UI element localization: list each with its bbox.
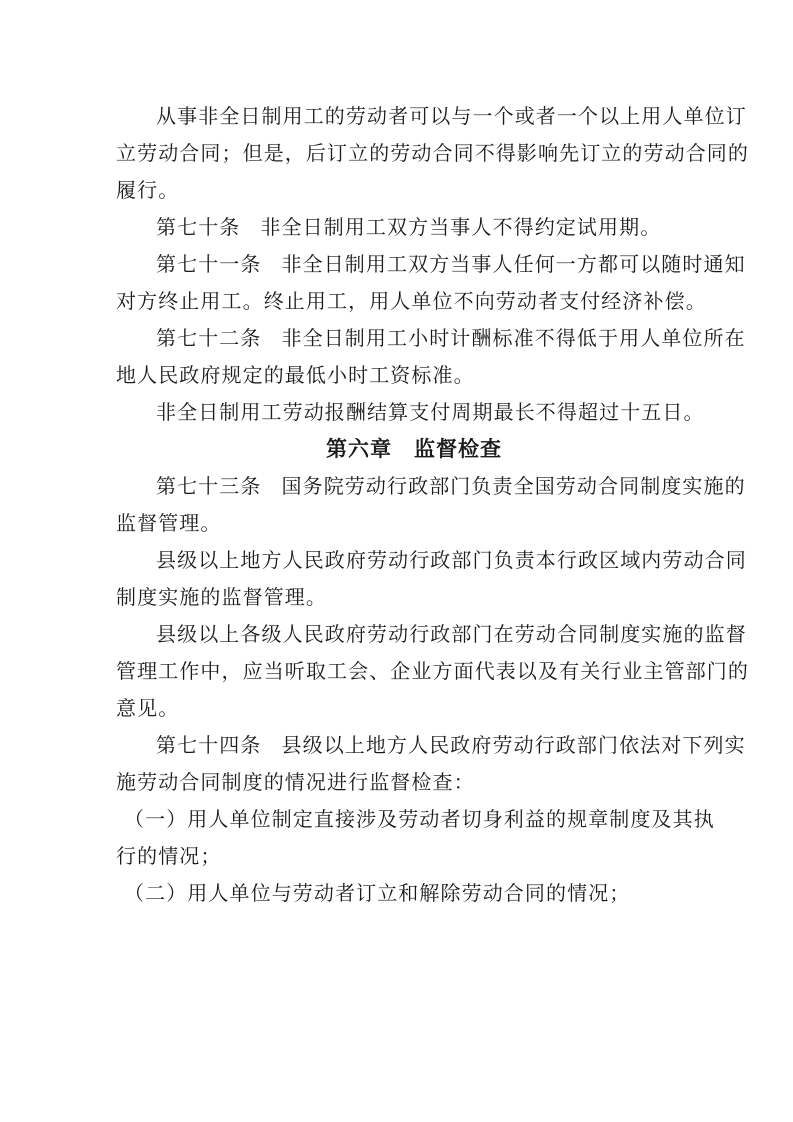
chapter-heading: 第六章 监督检查 [326,437,502,461]
article-text: 县级以上地方人民政府劳动行政部门依法对下列实 [281,733,746,757]
document-body [116,98,749,912]
article-number: 第七十二条 [156,326,262,350]
text-line: 地人民政府规定的最低小时工资标准。 [116,363,475,387]
article-72 [116,320,746,394]
text-line: 县级以上地方人民政府劳动行政部门负责本行政区域内劳动合同 [156,548,747,572]
text-line [116,727,746,764]
text-line: 制度实施的监督管理。 [116,585,327,609]
article-number: 第七十四条 [156,733,262,757]
article-number: 第七十三条 [156,474,262,498]
article-number: 第七十一条 [156,252,262,276]
text-line: 监督管理。 [116,511,222,535]
article-73 [116,468,746,542]
text-line: （一）用人单位制定直接涉及劳动者切身利益的规章制度及其执 [124,807,715,831]
paragraph-payment-cycle [116,394,712,431]
text-line [116,246,746,283]
article-number: 第七十条 [156,215,241,239]
article-text: 非全日制用工双方当事人任何一方都可以随时通知 [281,252,746,276]
text-line: 县级以上各级人民政府劳动行政部门在劳动合同制度实施的监督 [156,622,747,646]
text-line: 对方终止用工。终止用工，用人单位不向劳动者支付经济补偿。 [116,289,707,313]
paragraph-part-time-multiple-employers [116,98,749,209]
text-line: 非全日制用工劳动报酬结算支付周期最长不得超过十五日。 [156,400,705,424]
text-line [116,468,746,505]
list-item-1 [116,801,715,875]
text-line [116,209,712,246]
text-line: 履行。 [116,178,180,202]
article-70 [116,209,712,246]
text-line: 行的情况； [116,844,222,868]
article-text: 国务院劳动行政部门负责全国劳动合同制度实施的 [281,474,746,498]
article-text: 非全日制用工小时计酬标准不得低于用人单位所在 [281,326,746,350]
text-line [116,320,746,357]
paragraph-county-level-supervision [116,542,747,616]
text-line: 意见。 [116,696,180,720]
article-text: 非全日制用工双方当事人不得约定试用期。 [260,215,662,239]
text-line: 管理工作中，应当听取工会、企业方面代表以及有关行业主管部门的 [116,659,749,683]
text-line: 立劳动合同；但是，后订立的劳动合同不得影响先订立的劳动合同的 [116,141,749,165]
text-line: （二）用人单位与劳动者订立和解除劳动合同的情况； [124,881,631,905]
text-line: 施劳动合同制度的情况进行监督检查： [116,770,475,794]
text-line: 从事非全日制用工的劳动者可以与一个或者一个以上用人单位订 [156,104,747,128]
list-item-2 [116,875,712,912]
article-74 [116,727,746,801]
article-71 [116,246,746,320]
paragraph-consult-unions [116,616,749,727]
